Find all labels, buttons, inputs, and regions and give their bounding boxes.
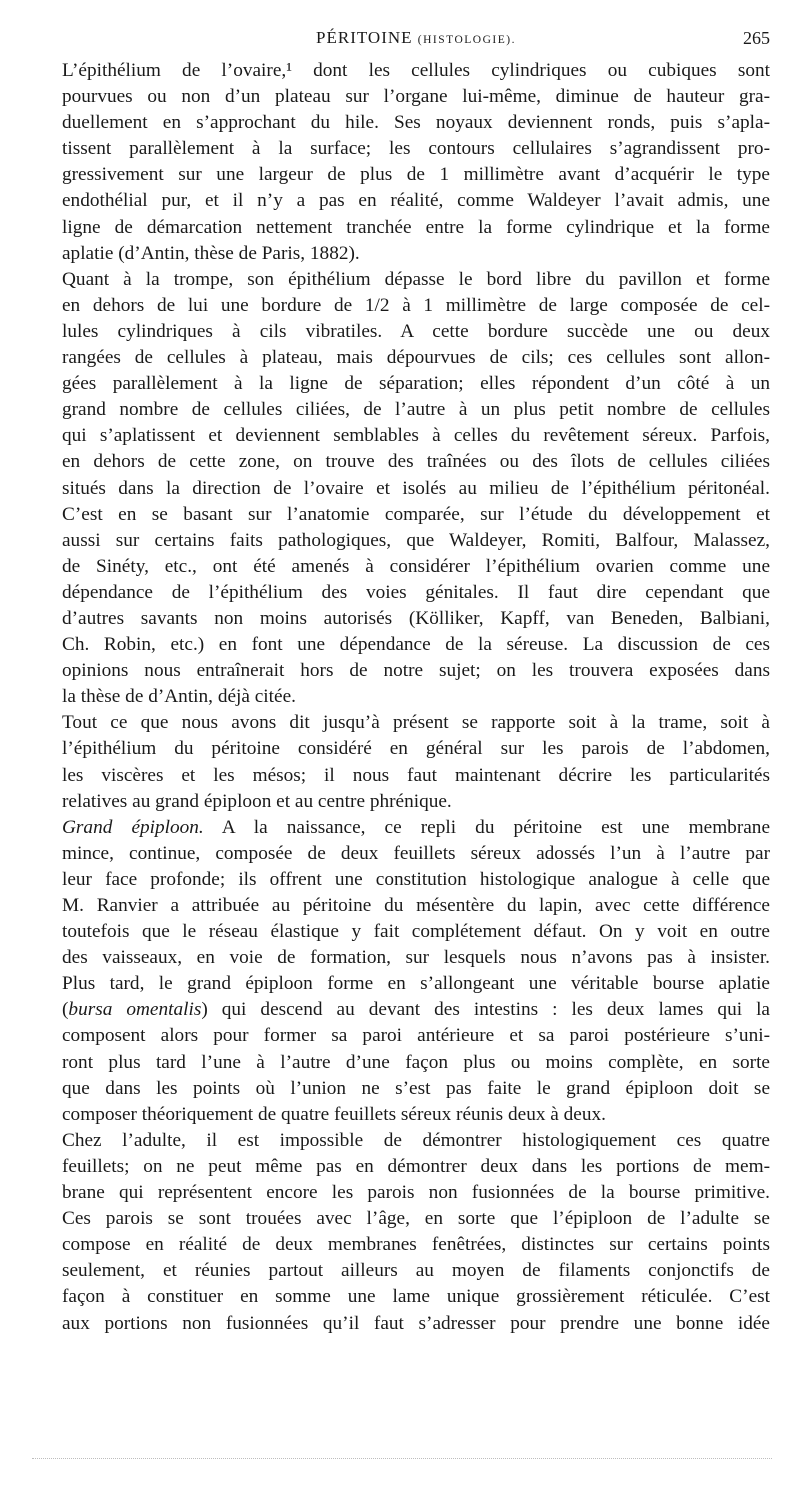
text-line: de Sinéty, etc., ont été amenés à considérer l’épithélium ovarien comme une — [62, 555, 770, 577]
footnote-rule — [32, 1458, 772, 1463]
text-line: gées parallèlement à la ligne de séparation; elles répondent d’un côté à un — [62, 373, 770, 395]
text-line: feuillets; on ne peut même pas en démontrer deux dans les portions de mem- — [62, 1155, 770, 1177]
text-line: grand nombre de cellules ciliées, de l’autre à un plus petit nombre de cellules — [62, 399, 770, 421]
text-line: d’autres savants non moins autorisés (Kölliker, Kapff, van Beneden, Balbiani, — [62, 607, 770, 629]
page — [62, 28, 770, 1337]
running-title — [62, 28, 770, 48]
text-line: tissent parallèlement à la surface; les contours cellulaires s’agrandissent pro- — [62, 138, 770, 160]
text-line: endothélial pur, et il n’y a pas en réalité, comme Waldeyer l’avait admis, une — [62, 190, 770, 212]
text-line: opinions nous entraînerait hors de notre sujet; on les trouvera exposées dans — [62, 660, 770, 682]
text-line: aussi sur certains faits pathologiques, que Waldeyer, Romiti, Balfour, Malassez, — [62, 529, 770, 551]
text-segment: ( — [62, 999, 69, 1021]
latin-term: bursa omentalis — [68, 999, 202, 1021]
text-line: Tout ce que nous avons dit jusqu’à présent se rapporte soit à la trame, soit à — [62, 712, 770, 734]
text-line: toutefois que le réseau élastique y fait complétement défaut. On y voit en outre — [62, 921, 770, 943]
paragraph-trompe — [62, 267, 770, 711]
text-segment: A la naissance, ce repli du péritoine est une membrane — [203, 816, 770, 838]
text-line: aux portions non fusionnées qu’il faut s’adresser pour prendre une bonne idée — [62, 1312, 770, 1334]
text-line: seulement, et réunies partout ailleurs au moyen de filaments conjonctifs de — [62, 1260, 770, 1282]
text-line: rangées de cellules à plateau, mais dépourvues de cils; ces cellules sont allon- — [62, 347, 770, 369]
paragraph-summary — [62, 710, 770, 814]
text-line: dépendance de l’épithélium des voies génitales. Il faut dire cependant que — [62, 581, 770, 603]
text-line: les viscères et les mésos; il nous faut maintenant décrire les particularités — [62, 764, 770, 786]
text-line: L’épithélium de l’ovaire,¹ dont les cellules cylindriques ou cubiques sont — [62, 60, 770, 81]
text-line: façon à constituer en somme une lame unique grossièrement réticulée. C’est — [62, 1286, 770, 1308]
text-line — [62, 815, 770, 841]
text-line: C’est en se basant sur l’anatomie comparée, sur l’étude du développement et — [62, 503, 770, 525]
text-line: relatives au grand épiploon et au centre phrénique. — [62, 790, 452, 812]
text-line: en dehors de cette zone, on trouve des traînées ou des îlots de cellules ciliées — [62, 451, 770, 473]
text-line: leur face profonde; ils offrent une constitution histologique analogue à celle que — [62, 868, 770, 890]
text-line: Ch. Robin, etc.) en font une dépendance de la séreuse. La discussion de ces — [62, 634, 770, 656]
paragraph-ovary-epithelium — [62, 58, 770, 267]
text-line: que dans les points où l’union ne s’est pas faite le grand épiploon doit se — [62, 1077, 770, 1099]
text-line: la thèse de d’Antin, déjà citée. — [62, 686, 296, 708]
text-line: lules cylindriques à cils vibratiles. A cette bordure succède une ou deux — [62, 320, 770, 342]
text-line: aplatie (d’Antin, thèse de Paris, 1882). — [62, 242, 360, 264]
text-line: M. Ranvier a attribuée au péritoine du mésentère du lapin, avec cette différence — [62, 895, 770, 916]
text-line: duellement en s’approchant du hile. Ses noyaux deviennent ronds, puis s’apla- — [62, 112, 770, 134]
text-line: mince, continue, composée de deux feuillets séreux adossés l’un à l’autre par — [62, 842, 770, 864]
text-line — [62, 997, 770, 1023]
text-line: brane qui représentent encore les parois non fusionnées de la bourse primitive. — [62, 1182, 770, 1204]
text-line: Chez l’adulte, il est impossible de démontrer histologiquement ces quatre — [62, 1129, 770, 1151]
text-line: compose en réalité de deux membranes fenêtrées, distinctes sur certains points — [62, 1234, 770, 1256]
text-line: ront plus tard l’une à l’autre d’une façon plus ou moins complète, en sorte — [62, 1051, 770, 1073]
text-segment: ) qui descend au devant des intestins : les deux lames qui la — [201, 999, 770, 1021]
running-title-sub: (HISTOLOGIE). — [417, 34, 516, 46]
text-line: pourvues ou non d’un plateau sur l’organe lui-même, diminue de hauteur gra- — [62, 86, 770, 108]
text-line: situés dans la direction de l’ovaire et isolés au milieu de l’épithélium péritonéal. — [62, 477, 770, 499]
running-title-main: PÉRITOINE — [316, 28, 413, 47]
paragraph-grand-epiploon — [62, 815, 770, 1128]
section-heading: Grand épiploon. — [62, 816, 204, 838]
text-line: composent alors pour former sa paroi antérieure et sa paroi postérieure s’uni- — [62, 1025, 770, 1047]
text-line: composer théoriquement de quatre feuillets séreux réunis deux à deux. — [62, 1103, 606, 1125]
text-line: des vaisseaux, en voie de formation, sur lesquels nous n’avons pas à insister. — [62, 947, 770, 969]
text-line: ligne de démarcation nettement tranchée entre la forme cylindrique et la forme — [62, 216, 770, 238]
text-line: en dehors de lui une bordure de 1/2 à 1 millimètre de large composée de cel- — [62, 294, 770, 316]
running-head — [62, 28, 770, 58]
text-line: Ces parois se sont trouées avec l’âge, en sorte que l’épiploon de l’adulte se — [62, 1208, 770, 1230]
text-line: Quant à la trompe, son épithélium dépasse le bord libre du pavillon et forme — [62, 268, 770, 290]
page-number: 265 — [743, 28, 770, 48]
text-line: l’épithélium du péritoine considéré en général sur les parois de l’abdomen, — [62, 738, 770, 760]
paragraph-adulte — [62, 1128, 770, 1337]
text-line: gressivement sur une largeur de plus de 1 millimètre avant d’acquérir le type — [62, 164, 770, 186]
body-text — [62, 58, 770, 1337]
text-line: qui s’aplatissent et deviennent semblables à celles du revêtement séreux. Parfois, — [62, 425, 770, 447]
text-line: Plus tard, le grand épiploon forme en s’allongeant une véritable bourse aplatie — [62, 973, 770, 995]
